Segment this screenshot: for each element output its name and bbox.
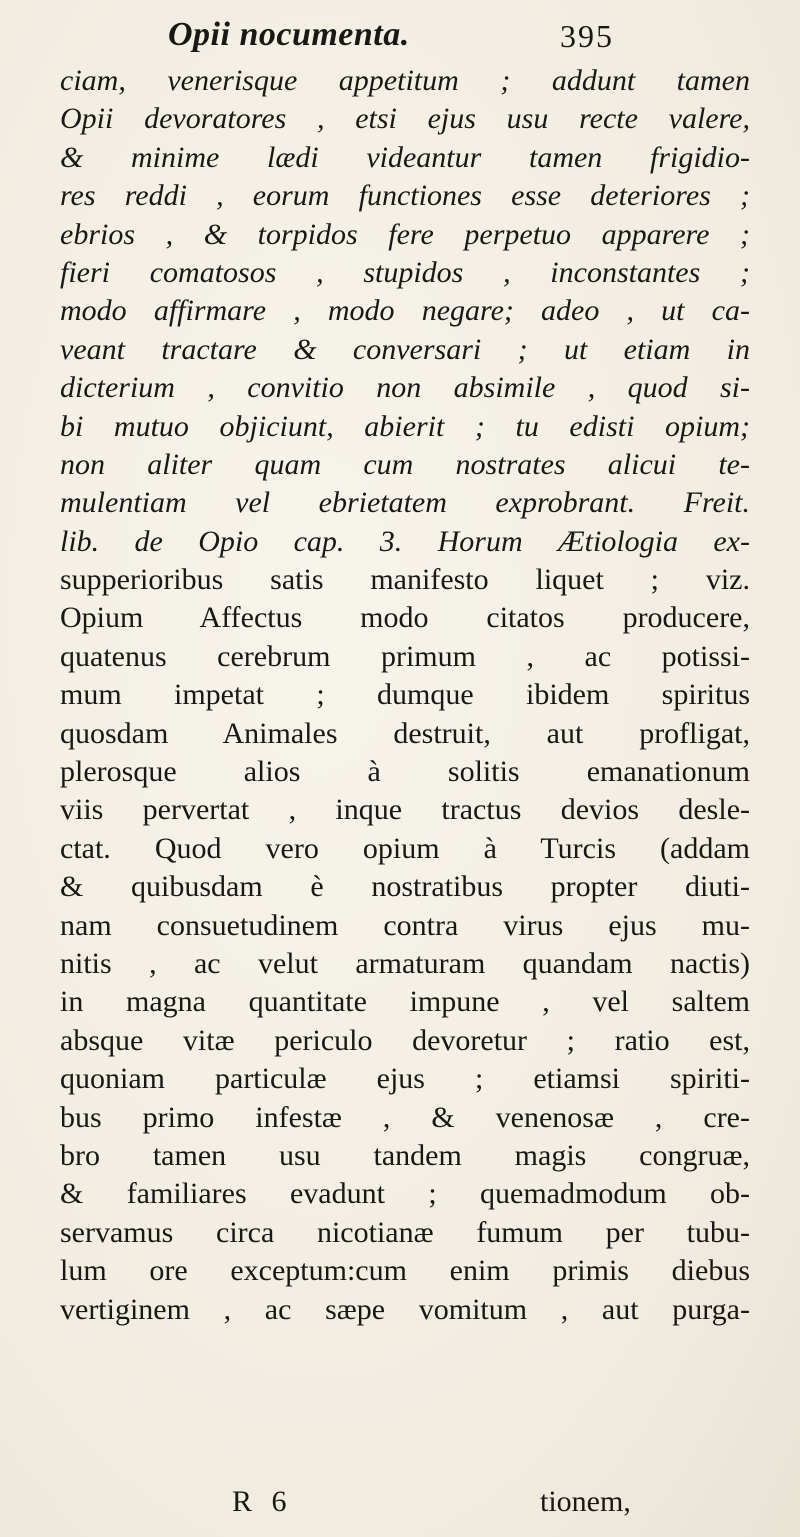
- page-header: [0, 14, 800, 64]
- text-line: Opii devoratores , etsi ejus usu recte valere,: [60, 102, 750, 136]
- text-line: & quibusdam è nostratibus propter diuti-: [60, 870, 750, 904]
- text-line: mum impetat ; dumque ibidem spiritus: [60, 678, 750, 712]
- text-line: plerosque alios à solitis emanationum: [60, 755, 750, 789]
- text-line: bus primo infestæ , & venenosæ , cre-: [60, 1100, 750, 1134]
- page-number: 395: [560, 18, 614, 54]
- text-line: & familiares evadunt ; quemadmodum ob-: [60, 1177, 750, 1211]
- text-line: dicterium , convitio non absimile , quod si-: [60, 371, 750, 405]
- text-line: quatenus cerebrum primum , ac potissi-: [60, 639, 750, 673]
- page-footer: [0, 1485, 800, 1529]
- text-line: nam consuetudinem contra virus ejus mu-: [60, 908, 750, 942]
- text-line: & minime lædi videantur tamen frigidio-: [60, 140, 750, 174]
- text-line: quoniam particulæ ejus ; etiamsi spiriti-: [60, 1062, 750, 1096]
- text-line: lum ore exceptum:cum enim primis diebus: [60, 1254, 750, 1288]
- text-line: ebrios , & torpidos fere perpetuo apparere ;: [60, 217, 750, 251]
- text-line: fieri comatosos , stupidos , inconstantes ;: [60, 255, 750, 289]
- text-line: ciam, venerisque appetitum ; addunt tamen: [60, 64, 750, 97]
- text-line: viis pervertat , inque tractus devios desle-: [60, 793, 750, 827]
- running-title: Opii nocumenta.: [168, 16, 410, 53]
- text-line: modo affirmare , modo negare; adeo , ut ca-: [60, 294, 750, 328]
- text-line: lib. de Opio cap. 3. Horum Ætiologia ex-: [60, 524, 750, 558]
- signature-mark: R 6: [232, 1485, 293, 1518]
- text-line: Opium Affectus modo citatos producere,: [60, 601, 750, 635]
- catchword: tionem,: [540, 1485, 631, 1518]
- text-line: bi mutuo objiciunt, abierit ; tu edisti opium;: [60, 409, 750, 443]
- body-text: [60, 62, 750, 1329]
- text-line: nitis , ac velut armaturam quandam nactis): [60, 946, 750, 980]
- text-line: bro tamen usu tandem magis congruæ,: [60, 1138, 750, 1172]
- text-line: servamus circa nicotianæ fumum per tubu-: [60, 1215, 750, 1249]
- text-line: supperioribus satis manifesto liquet ; viz.: [60, 563, 750, 597]
- text-line: vertiginem , ac sæpe vomitum , aut purga-: [60, 1292, 750, 1326]
- text-line: absque vitæ periculo devoretur ; ratio est,: [60, 1023, 750, 1057]
- text-line: non aliter quam cum nostrates alicui te-: [60, 447, 750, 481]
- text-line: quosdam Animales destruit, aut profligat,: [60, 716, 750, 750]
- text-line: veant tractare & conversari ; ut etiam in: [60, 332, 750, 366]
- text-line: in magna quantitate impune , vel saltem: [60, 985, 750, 1019]
- text-line: ctat. Quod vero opium à Turcis (addam: [60, 831, 750, 865]
- text-line: res reddi , eorum functiones esse deteriores ;: [60, 179, 750, 213]
- text-line: mulentiam vel ebrietatem exprobrant. Freit.: [60, 486, 750, 520]
